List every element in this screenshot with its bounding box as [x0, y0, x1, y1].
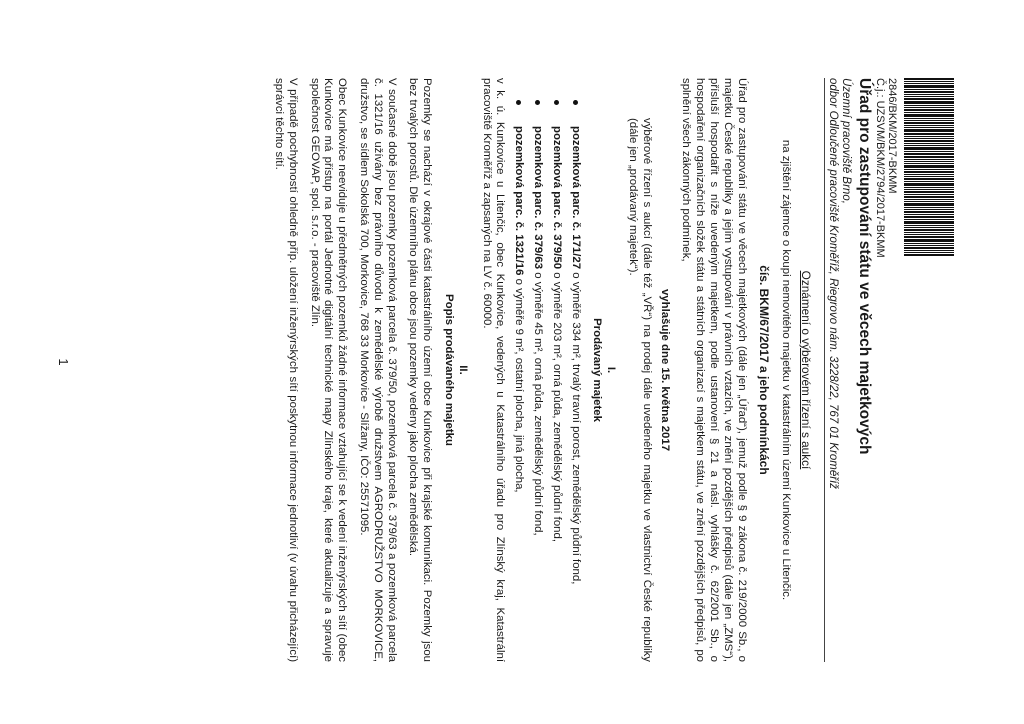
header-divider — [824, 78, 825, 662]
utilities-note-paragraph: V případě pochybností ohledně příp. uložení inženýrských sítí poskytnou informace jednotliví (v úvahu přicházející) správci těchto sítí. — [273, 78, 299, 662]
section-number: I. — [605, 366, 618, 374]
parcel-list — [511, 78, 581, 662]
parcel-description: o výměře 45 m², orná půda, zemědělský půdní fond, — [532, 269, 545, 536]
announce-date: vyhlašuje dne 15. května 2017 — [658, 288, 671, 452]
office-title: Úřad pro zastupování státu ve věcech majetkových — [856, 78, 873, 455]
parcel-id: pozemková parc. č. 1321/16 — [513, 126, 526, 276]
section-title: Popis prodávaného majetku — [443, 294, 456, 446]
section-number: II. — [456, 365, 469, 375]
list-item — [549, 78, 563, 662]
notice-heading: Oznámení o výběrovém řízení s aukcí — [799, 270, 813, 470]
legal-paragraph: Úřad pro zastupování státu ve věcech majetkových (dále jen „Úřad“), jemuž podle § 9 zákona č. 219/2000 Sb., o majetku České republiky a jejím vystupování v právních vztazích, ve znění pozdějších předpisů (dále jen „ZMS“), přísluší hospodařit s níže uvedeným majetkem, podle ustanovení § 21 a násl. vyhlášky č. 62/2001 Sb., o hospodaření organizačních složek státu a státních organizací s majetkem státu, ve znění pozdějších předpisů, po splnění všech zákonných podmínek, — [680, 78, 748, 662]
parcel-id: pozemková parc. č. 379/63 — [532, 126, 545, 270]
file-code: 2846/BKM/2017-BKMM — [886, 78, 898, 194]
parcel-id: pozemková parc. č. 379/50 — [550, 126, 563, 270]
parcel-location: v k. ú. Kunkovice u Litenčic, obec Kunkovice, vedených u Katastrálního úřadu pro Zlínský kraj, Katastrální pracoviště Kroměříž a zapsaných na LV č. 60000. — [480, 78, 507, 662]
list-item — [568, 78, 582, 662]
notice-reference: čís. BKM/67/2017 a jeho podmínkách — [757, 265, 772, 475]
branch-name: Územní pracoviště Brno, — [840, 78, 852, 204]
list-item — [511, 78, 525, 662]
notice-intro: na zjištění zájemce o koupi nemovitého majetku v katastrálním území Kunkovice u Litenčic. — [780, 139, 793, 601]
usage-paragraph: V současné době jsou pozemky pozemková parcela č. 379/50, pozemková parcela č. 379/63 a pozemková parcela č. 1321/16 užívány bez právního důvodu k zemědělské výrobě družstvem AGRODRUŽSTVO MORKOVICE, družstvo, se sídlem Sokolská 700, Morkovice, 768 33 Morkovice - Slížany, IČO: 25571095. — [358, 78, 398, 662]
page-number: 1 — [56, 358, 71, 366]
document-body — [263, 78, 812, 662]
parcel-description: o výměře 203 m², orná půda, zemědělský půdní fond, — [550, 269, 563, 543]
parcel-description: o výměře 334 m², trvalý travní porost, zemědělský půdní fond, — [569, 269, 582, 585]
parcel-description: o výměře 9 m², ostatní plocha, jiná plocha, — [513, 275, 526, 493]
reference-code: Č.j.: UZSVM/BKM/2794/2017-BKMM — [874, 78, 886, 258]
list-item — [530, 78, 544, 662]
auction-paragraph: výběrové řízení s aukcí (dále též „VŘ“) na prodej dále uvedeného majetku ve vlastnictví České republiky (dále jen „prodávaný majetek“). — [627, 118, 653, 662]
department-address: odbor Odloučené pracoviště Kroměříž, Riegrovo nám. 3228/22, 767 01 Kroměříž — [827, 78, 839, 490]
section-title: Prodávaný majetek — [591, 318, 604, 422]
description-paragraph: Pozemky se nachází v okrajové části katastrálního území obce Kunkovice při krajské komunikaci. Pozemky jsou bez trvalých porostů. Dle územního plánu obce jsou pozemky vedeny jako plocha zemědělská. — [407, 78, 434, 662]
utilities-paragraph: Obec Kunkovice neeviduje u předmětných pozemků žádné informace vztahující se k vedení inženýrských sítí (obec Kunkovice má přístup na portál Jednotné digitální technické mapy Zlínského kraje, které aktualizuje a spravuje společnost GEOVAP, spol. s.r.o. - pracoviště Zlín. — [308, 78, 349, 662]
parcel-id: pozemková parc. č. 171/27 — [569, 126, 582, 270]
barcode — [904, 78, 954, 273]
